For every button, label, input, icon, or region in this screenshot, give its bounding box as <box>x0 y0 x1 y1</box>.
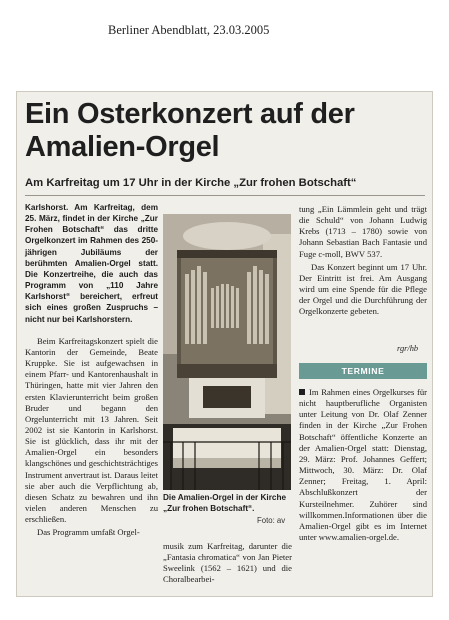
photo-caption: Die Amalien-Orgel in der Kirche „Zur frohen Botschaft“. <box>163 493 286 513</box>
body-paragraph-2-start: Das Programm umfaßt Orgel- <box>37 527 140 538</box>
column-2-text <box>163 541 292 586</box>
subheadline: Am Karfreitag um 17 Uhr in der Kirche „Zur frohen Botschaft“ <box>25 177 357 189</box>
termine-header: TERMINE <box>299 363 427 379</box>
newspaper-clipping <box>17 92 432 596</box>
termine-box <box>299 387 427 543</box>
termine-text: Im Rahmen eines Orgelkurses für nicht hauptberufliche Organisten unter Leitung von Dr. Olaf Zenner finden in der Kirche „Zur Frohen Botschaft“ öffentliche Konzerte an der Amalien-Orgel statt: Dienstag, 29. März: Prof. Johannes Geffert; Mittwoch, 30. März: Dr. Olaf Zenner; Freitag, 1. April: Abschlußkonzert der Kursteilnehmer. Zuhörer sind willkommen.Informationen über die Amalien-Orgel gibt es im Internet unter www.amalien-orgel.de. <box>299 387 427 543</box>
body-paragraph-1: Beim Karfreitagskonzert spielt die Kantorin der Gemeinde, Beate Kruppke. Sie ist aufgewachsen in einem Pfarr- und Kantorenhaushalt in Thüringen, hatte mit vier Jahren den ersten Klavierunterricht beim großen Bruder und begann den Orgelunterricht mit 13 Jahren. Seit 2002 ist sie Kantorin in Karlshorst. Sie ist glücklich, dass ihr mit der Amalien-Orgel ein besonders klangschönes und geschichtsträchtiges Instrument anvertraut ist. Daraus leitet sie aber auch die Verpflichtung ab, diesen Schatz zu bewahren und ihn vielen anderen Menschen zu erschließen. <box>25 335 158 525</box>
divider <box>25 195 425 196</box>
lead-paragraph: Karlshorst. Am Karfreitag, dem 25. März, findet in der Kirche „Zur Frohen Botschaft“ das dritte Orgelkonzert im Rahmen des 250-jährigen Jubiläums der berühmten Amalien-Orgel statt. Die Konzertreihe, die auch das Programm von „110 Jahre Karlshorst“ bereichert, erfreut sich eines großen Zuspruchs – nicht nur bei Karlshorstern. <box>25 203 158 324</box>
newspaper-source-line: Berliner Abendblatt, 23.03.2005 <box>108 23 270 37</box>
program-paragraph-continued: musik zum Karfreitag, darunter die „Fantasia chromatica“ von Jan Pieter Sweelink (1562 – 1621) und die Choralbearbei- <box>163 541 292 585</box>
photo-credit: Foto: av <box>257 516 286 525</box>
concert-info-paragraph: Das Konzert beginnt um 17 Uhr. Der Eintritt ist frei. Am Ausgang wird um eine Spende für die Pflege der Orgel und die Durchführung der Orgelkonzerte gebeten. <box>299 261 427 317</box>
program-paragraph-end: tung „Ein Lämmlein geht und trägt die Schuld“ von Johann Ludwig Krebs (1713 – 1780) sowie von Johann Sebastian Bach Fantasie und Fuge c-moll, BWV 537. <box>299 204 427 259</box>
organ-photo <box>163 214 291 490</box>
column-1 <box>25 202 158 539</box>
author-sign: rgr/hb <box>397 344 419 353</box>
column-3 <box>299 204 427 318</box>
headline: Ein Osterkonzert auf der Amalien-Orgel <box>25 98 355 163</box>
bullet-icon <box>299 389 305 395</box>
